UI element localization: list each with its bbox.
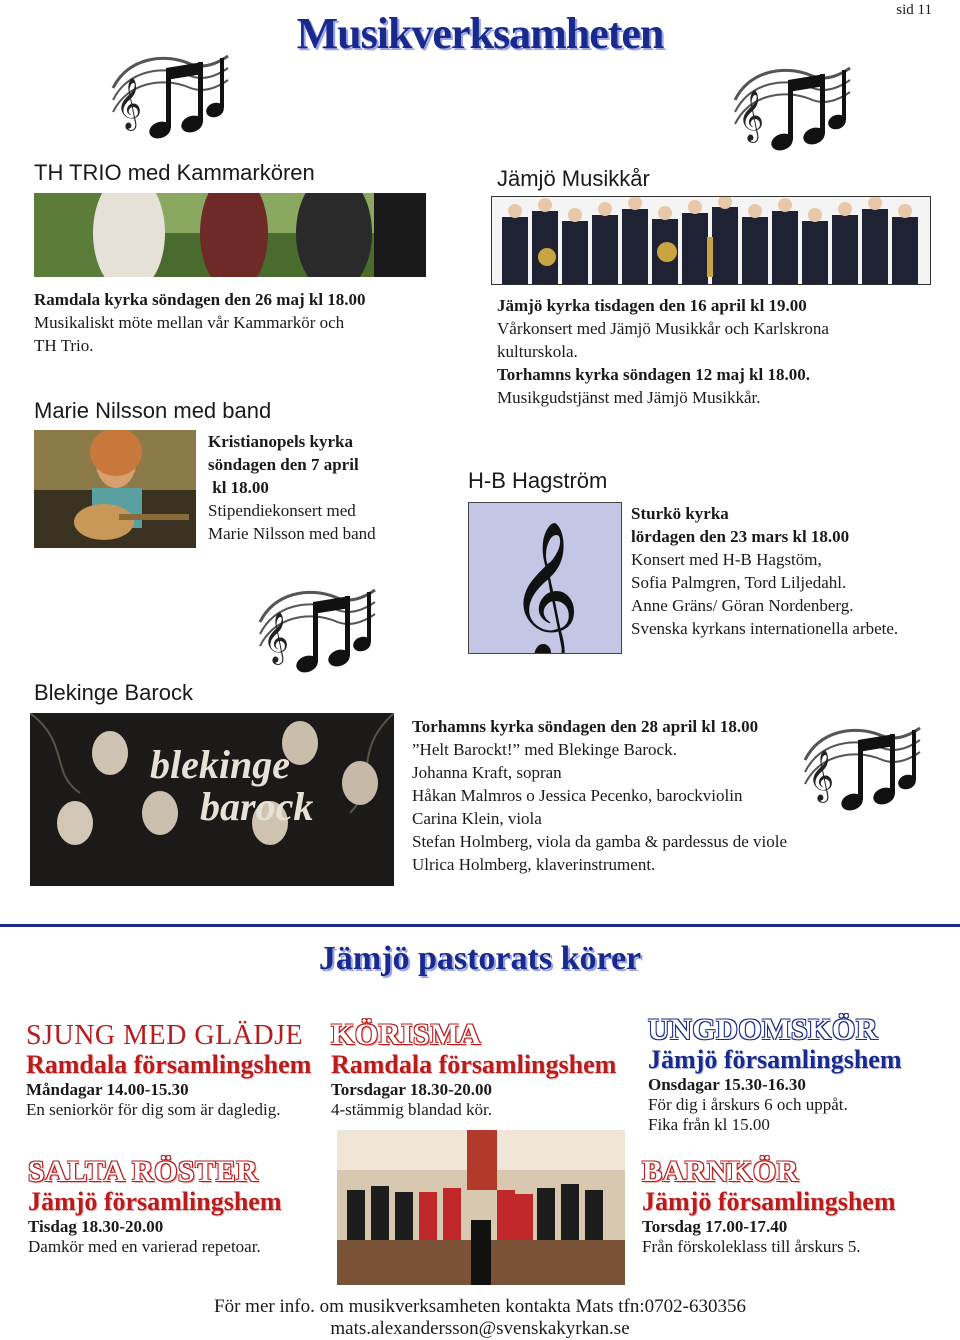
choir-place: Ramdala församlingshem xyxy=(26,1050,312,1079)
music-notes-icon xyxy=(108,48,238,148)
choir-time: Torsdag 17.00-17.40 xyxy=(642,1217,788,1236)
footer-email[interactable]: mats.alexandersson@svenskakyrkan.se xyxy=(330,1318,630,1339)
hb-hagstrom-text: Sturkö kyrka lördagen den 23 mars kl 18.00 Konsert med H-B Hagstöm, Sofia Palmgren, Tord Liljedahl. Anne Gräns/ Göran Nordenberg. Svenska kyrkans internationella arbete. xyxy=(631,504,899,638)
footer-contact: För mer info. om musikverksamheten kontakta Mats tfn:0702-630356 xyxy=(214,1296,746,1317)
choir-sjung xyxy=(26,1020,326,1120)
choir-desc: Fika från kl 15.00 xyxy=(648,1115,770,1134)
choir-desc: Damkör med en varierad repetoar. xyxy=(28,1237,261,1256)
choir-time: Måndagar 14.00-15.30 xyxy=(26,1080,189,1099)
marie-nilsson-heading: Marie Nilsson med band xyxy=(34,398,272,423)
blekinge-logo-text-2: barock xyxy=(200,784,314,829)
jamjo-musikkar-text: Jämjö kyrka tisdagen den 16 april kl 19.00 Vårkonsert med Jämjö Musikkår och Karlskrona kulturskola. Torhamns kyrka söndagen 12 maj kl 18.00. Musikgudstjänst med Jämjö Musikkår. xyxy=(497,296,829,407)
blekinge-barock-text: Torhamns kyrka söndagen den 28 april kl 18.00 ”Helt Barockt!” med Blekinge Barock. Johanna Kraft, sopran Håkan Malmros o Jessica Pecenko, barockviolin Carina Klein, viola Stefan Holmberg, viola da gamba & pardessus de viole Ulrica Holmberg, klaverinstrument. xyxy=(412,717,788,874)
choir-name: SALTA RÖSTER xyxy=(28,1155,259,1188)
choir-desc: Från förskoleklass till årskurs 5. xyxy=(642,1237,861,1256)
choir-name: UNGDOMSKÖR xyxy=(648,1013,878,1046)
choir-name: BARNKÖR xyxy=(642,1155,799,1188)
jamjo-musikkar-photo xyxy=(491,196,931,285)
page-number: sid 11 xyxy=(896,2,932,18)
choir-barnkor xyxy=(642,1155,942,1257)
blekinge-barock-heading: Blekinge Barock xyxy=(34,680,193,705)
music-notes-icon xyxy=(255,582,385,682)
korisma-photo xyxy=(337,1130,625,1285)
blekinge-logo-text-1: blekinge xyxy=(150,742,290,787)
choir-place: Jämjö församlingshem xyxy=(642,1187,896,1216)
choir-desc: För dig i årskurs 6 och uppåt. xyxy=(648,1095,848,1114)
choirs-title: Jämjö pastorats körer xyxy=(318,940,642,977)
hb-hagstrom-heading: H-B Hagström xyxy=(468,468,608,493)
th-trio-text: Ramdala kyrka söndagen den 26 maj kl 18.00 Musikaliskt möte mellan vår Kammarkör och TH Trio. xyxy=(34,288,434,357)
th-trio-photo xyxy=(34,193,426,277)
marie-nilsson-photo xyxy=(34,430,196,548)
choir-place: Ramdala församlingshem xyxy=(331,1050,617,1079)
music-notes-icon xyxy=(730,60,860,160)
treble-clef-box xyxy=(468,502,622,654)
marie-nilsson-text: Kristianopels kyrka söndagen den 7 april kl 18.00 Stipendiekonsert med Marie Nilsson med band xyxy=(208,432,376,543)
th-trio-event: Ramdala kyrka söndagen den 26 maj kl 18.00 xyxy=(34,290,366,309)
choir-time: Torsdagar 18.30-20.00 xyxy=(331,1080,493,1099)
choir-place: Jämjö församlingshem xyxy=(648,1045,902,1074)
treble-clef-icon: 𝄞 xyxy=(509,521,580,653)
choir-ungdomskor xyxy=(648,1013,948,1135)
choir-time: Onsdagar 15.30-16.30 xyxy=(648,1075,806,1094)
section-divider xyxy=(0,924,960,927)
blekinge-barock-photo xyxy=(30,713,394,886)
page-title: Musikverksamheten xyxy=(296,9,664,58)
choir-desc: En seniorkör för dig som är dagledig. xyxy=(26,1100,281,1119)
choir-korisma xyxy=(331,1018,631,1120)
jamjo-musikkar-heading: Jämjö Musikkår xyxy=(497,166,650,191)
choir-name: SJUNG MED GLÄDJE xyxy=(26,1020,304,1051)
th-trio-heading: TH TRIO med Kammarkören xyxy=(34,160,315,185)
choir-place: Jämjö församlingshem xyxy=(28,1187,282,1216)
choir-desc: 4-stämmig blandad kör. xyxy=(331,1100,493,1119)
choir-time: Tisdag 18.30-20.00 xyxy=(28,1217,164,1236)
choir-name: KÖRISMA xyxy=(331,1018,482,1051)
choir-salta xyxy=(28,1155,328,1257)
footer xyxy=(0,1296,960,1340)
